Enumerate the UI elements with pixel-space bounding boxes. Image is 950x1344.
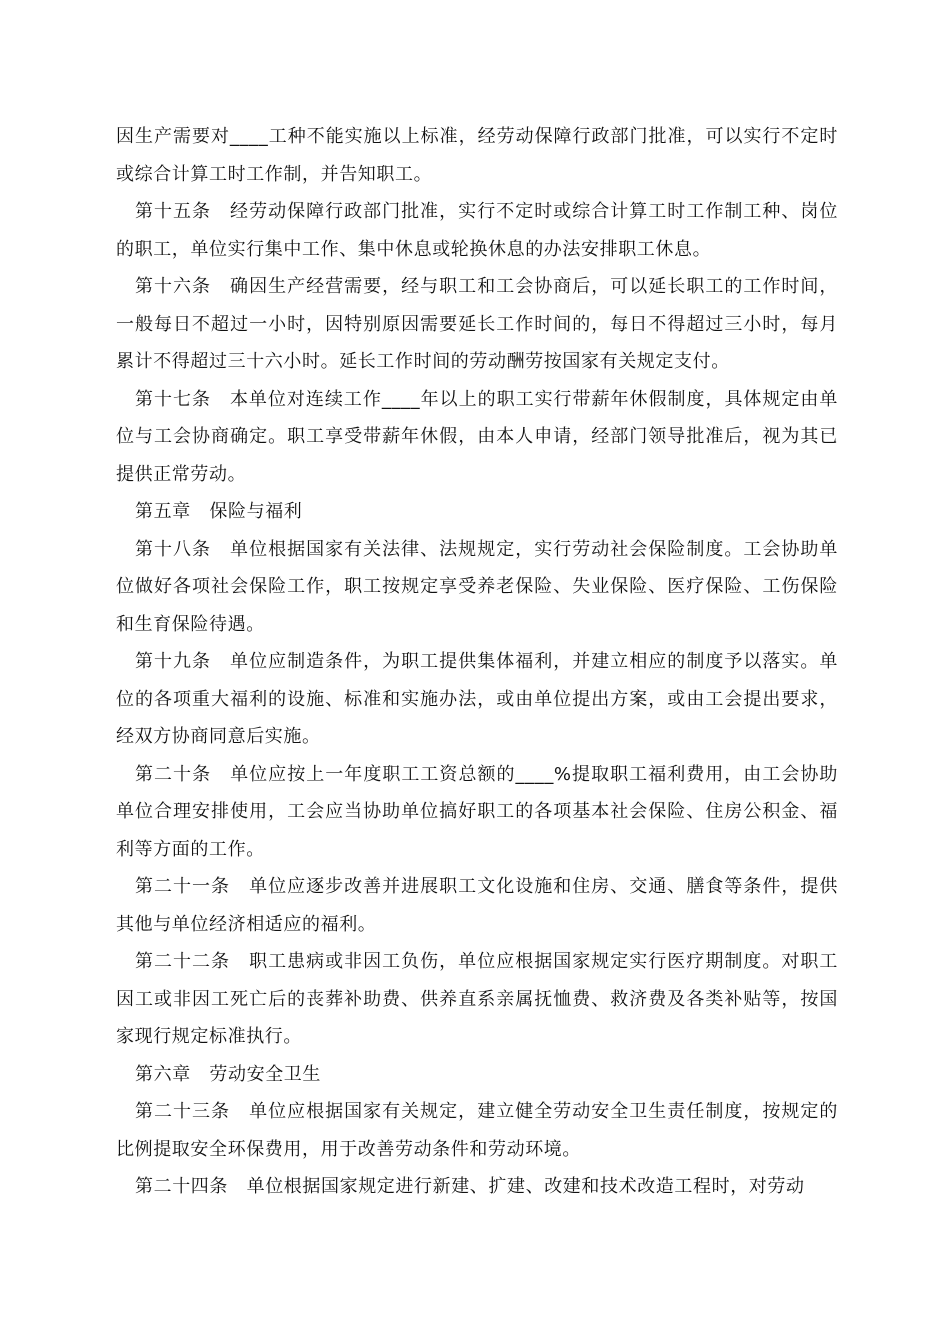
article-17: 第十七条 本单位对连续工作____年以上的职工实行带薪年休假制度，具体规定由单位与工会协商确定。职工享受带薪年休假，由本人申请，经部门领导批准后，视为其已提供正常劳动。	[116, 388, 838, 485]
article-19: 第十九条 单位应制造条件，为职工提供集体福利，并建立相应的制度予以落实。单位的各项重大福利的设施、标准和实施办法，或由单位提出方案，或由工会提出要求，经双方协商同意后实施。	[116, 651, 838, 747]
chapter-6-heading: 第六章 劳动安全卫生	[135, 1063, 321, 1085]
article-22: 第二十二条 职工患病或非因工负伤，单位应根据国家规定实行医疗期制度。对职工因工或非因工死亡后的丧葬补助费、供养直系亲属抚恤费、救济费及各类补贴等，按国家现行规定标准执行。	[116, 951, 838, 1047]
paragraph: 因生产需要对____工种不能实施以上标准，经劳动保障行政部门批准，可以实行不定时或综合计算工时工作制，并告知职工。	[116, 126, 838, 185]
article-23: 第二十三条 单位应根据国家有关规定，建立健全劳动安全卫生责任制度，按规定的比例提取安全环保费用，用于改善劳动条件和劳动环境。	[116, 1101, 838, 1160]
document-page	[116, 118, 838, 1206]
article-21: 第二十一条 单位应逐步改善并进展职工文化设施和住房、交通、膳食等条件，提供其他与单位经济相适应的福利。	[116, 876, 838, 935]
article-20: 第二十条 单位应按上一年度职工工资总额的____%提取职工福利费用，由工会协助单位合理安排使用，工会应当协助单位搞好职工的各项基本社会保险、住房公积金、福利等方面的工作。	[116, 763, 838, 860]
article-18: 第十八条 单位根据国家有关法律、法规规定，实行劳动社会保险制度。工会协助单位做好各项社会保险工作，职工按规定享受养老保险、失业保险、医疗保险、工伤保险和生育保险待遇。	[116, 538, 838, 635]
article-15: 第十五条 经劳动保障行政部门批准，实行不定时或综合计算工时工作制工种、岗位的职工，单位实行集中工作、集中休息或轮换休息的办法安排职工休息。	[116, 201, 838, 260]
article-16: 第十六条 确因生产经营需要，经与职工和工会协商后，可以延长职工的工作时间，一般每日不超过一小时，因特别原因需要延长工作时间的，每日不得超过三小时，每月累计不得超过三十六小时。延长工作时间的劳动酬劳按国家有关规定支付。	[116, 276, 838, 372]
chapter-5-heading: 第五章 保险与福利	[135, 501, 303, 522]
article-24: 第二十四条 单位根据国家规定进行新建、扩建、改建和技术改造工程时，对劳动	[135, 1176, 805, 1197]
